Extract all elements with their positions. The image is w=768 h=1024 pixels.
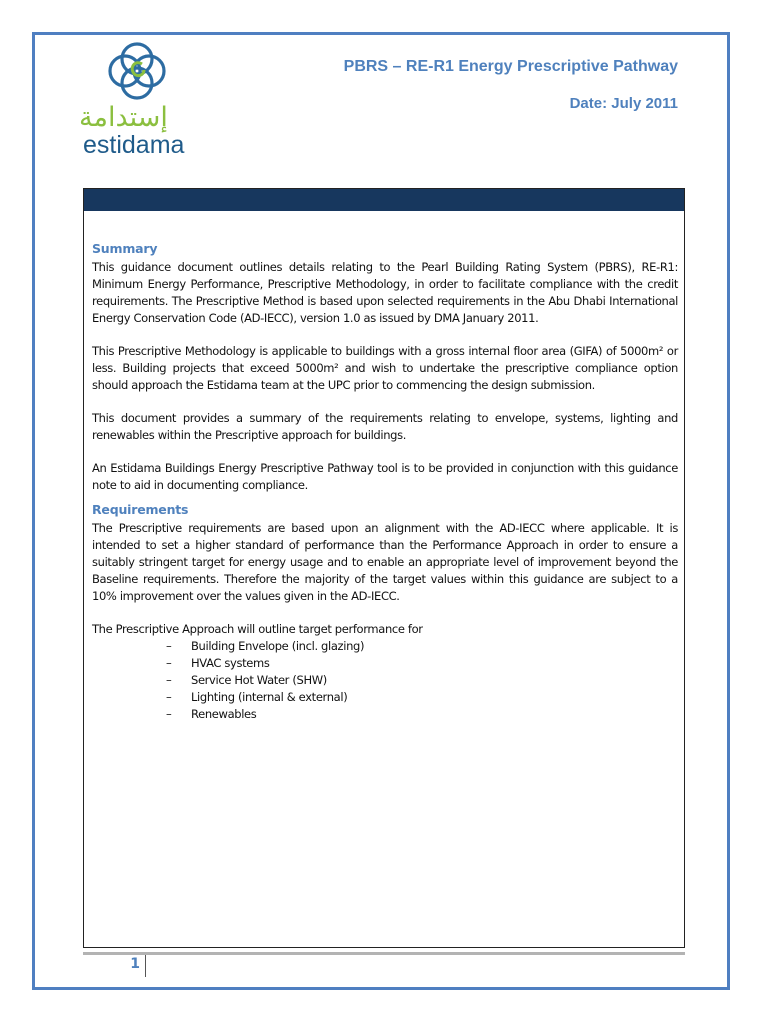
logo-arabic-wordmark: إستدامة <box>79 102 168 133</box>
requirements-paragraph-1: The Prescriptive requirements are based upon an alignment with the AD-IECC where applicable. It is intended to set a higher standard of performance than the Performance Approach in order to ensure a suitably stringent target for energy usage and to enable an appropriate level of improvement beyond the Baseline requirements. Therefore the majority of the target values within this guidance are subject to a 10% improvement over the values given in the AD-IECC. <box>92 521 678 603</box>
estidama-logo <box>79 42 199 160</box>
list-dash: – <box>166 707 172 721</box>
list-item-label: Renewables <box>191 707 257 721</box>
document-title: PBRS – RE-R1 Energy Prescriptive Pathway <box>343 58 678 75</box>
body-text <box>92 239 678 723</box>
summary-paragraph-3: This document provides a summary of the requirements relating to envelope, systems, lighting and renewables within the Prescriptive approach for buildings. <box>92 411 678 442</box>
summary-paragraph-1: This guidance document outlines details relating to the Pearl Building Rating System (PBRS), RE-R1: Minimum Energy Performance, Prescriptive Methodology, in order to facilitate compliance with the credit requirements. The Prescriptive Method is based upon selected requirements in the Abu Dhabi International Energy Conservation Code (AD-IECC), version 1.0 as issued by DMA January 2011. <box>92 260 678 325</box>
requirements-heading: Requirements <box>92 502 189 517</box>
page-number-divider <box>145 955 146 977</box>
logo-latin-wordmark: estidama <box>83 131 185 159</box>
summary-paragraph-2: This Prescriptive Methodology is applicable to buildings with a gross internal floor area (GIFA) of 5000m² or less. Building projects that exceed 5000m² and wish to undertake the prescriptive compliance option should approach the Estidama team at the UPC prior to commencing the design submission. <box>92 344 678 392</box>
list-dash: – <box>166 673 172 687</box>
list-dash: – <box>166 639 172 653</box>
list-item <box>92 672 678 689</box>
list-dash: – <box>166 656 172 670</box>
page-number: 1 <box>130 956 140 972</box>
footer-rule <box>83 952 685 955</box>
estidama-emblem-icon <box>106 42 168 100</box>
performance-list <box>92 638 678 723</box>
requirements-paragraph-2: The Prescriptive Approach will outline target performance for <box>92 622 423 636</box>
summary-paragraph-4: An Estidama Buildings Energy Prescriptive Pathway tool is to be provided in conjunction with this guidance note to aid in documenting compliance. <box>92 461 678 492</box>
list-item-label: Lighting (internal & external) <box>191 690 348 704</box>
list-item-label: Service Hot Water (SHW) <box>191 673 327 687</box>
header-bar <box>84 189 684 211</box>
summary-heading: Summary <box>92 241 158 256</box>
list-item <box>92 655 678 672</box>
list-item-label: Building Envelope (incl. glazing) <box>191 639 365 653</box>
list-item-label: HVAC systems <box>191 656 270 670</box>
list-item <box>92 689 678 706</box>
document-date: Date: July 2011 <box>569 95 678 112</box>
list-item <box>92 706 678 723</box>
list-item <box>92 638 678 655</box>
list-dash: – <box>166 690 172 704</box>
content-box <box>83 188 685 948</box>
